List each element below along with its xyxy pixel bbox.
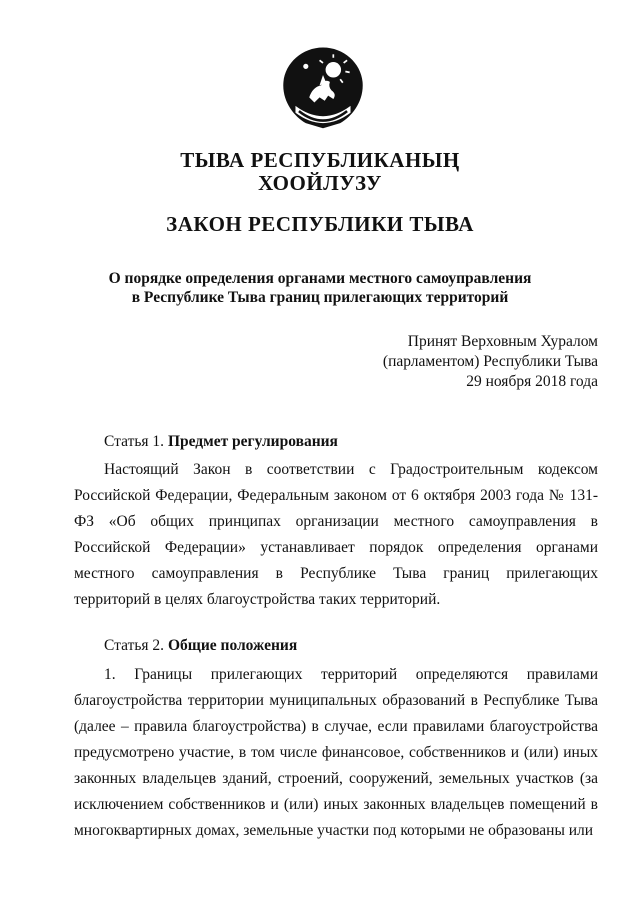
title-tuvan-line1: ТЫВА РЕСПУБЛИКАНЫҢ: [180, 148, 460, 172]
article2-heading: [104, 637, 297, 655]
adopted-line2: (парламентом) Республики Тыва: [382, 353, 598, 370]
article1-heading: [104, 433, 338, 451]
subtitle-line2: в Республике Тыва границ прилегающих территорий: [131, 289, 509, 306]
article2-label: Статья 2.: [104, 637, 165, 654]
adopted-date: 29 ноября 2018 года: [466, 373, 598, 390]
subtitle-line1: О порядке определения органами местного самоуправления: [108, 270, 532, 287]
title-tuvan-line2: ХООЙЛУЗУ: [258, 171, 382, 195]
article1-title: Предмет регулирования: [167, 433, 338, 450]
article2-title: Общие положения: [167, 637, 298, 654]
title-russian: ЗАКОН РЕСПУБЛИКИ ТЫВА: [166, 212, 474, 236]
article1-label: Статья 1.: [104, 433, 165, 450]
article2-text: 1. Границы прилегающих территорий определяются правилами благоустройства территории муниципальных образований в Республике Тыва (далее – правила благоустройства) в случае, если правилами благоустройства предусмотрено участие, в том числе финансовое, собственников и (или) иных законных владельцев зданий, строений, сооружений, земельных участков (за исключением собственников и (или) иных законных владельцев помещений в многоквартирных домах, земельные участки под которыми не образованы или: [74, 666, 598, 839]
article1-text: Настоящий Закон в соответствии с Градостроительным кодексом Российской Федерации, Федеральным законом от 6 октября 2003 года № 131-ФЗ «Об общих принципах организации местного самоуправления в Российской Федерации» устанавливает порядок определения органами местного самоуправления в Республике Тыва границ прилегающих территорий в целях благоустройства таких территорий.: [74, 461, 598, 608]
tuva-coat-of-arms-icon: [280, 44, 366, 130]
adopted-line1: Принят Верховным Хуралом: [407, 333, 598, 350]
